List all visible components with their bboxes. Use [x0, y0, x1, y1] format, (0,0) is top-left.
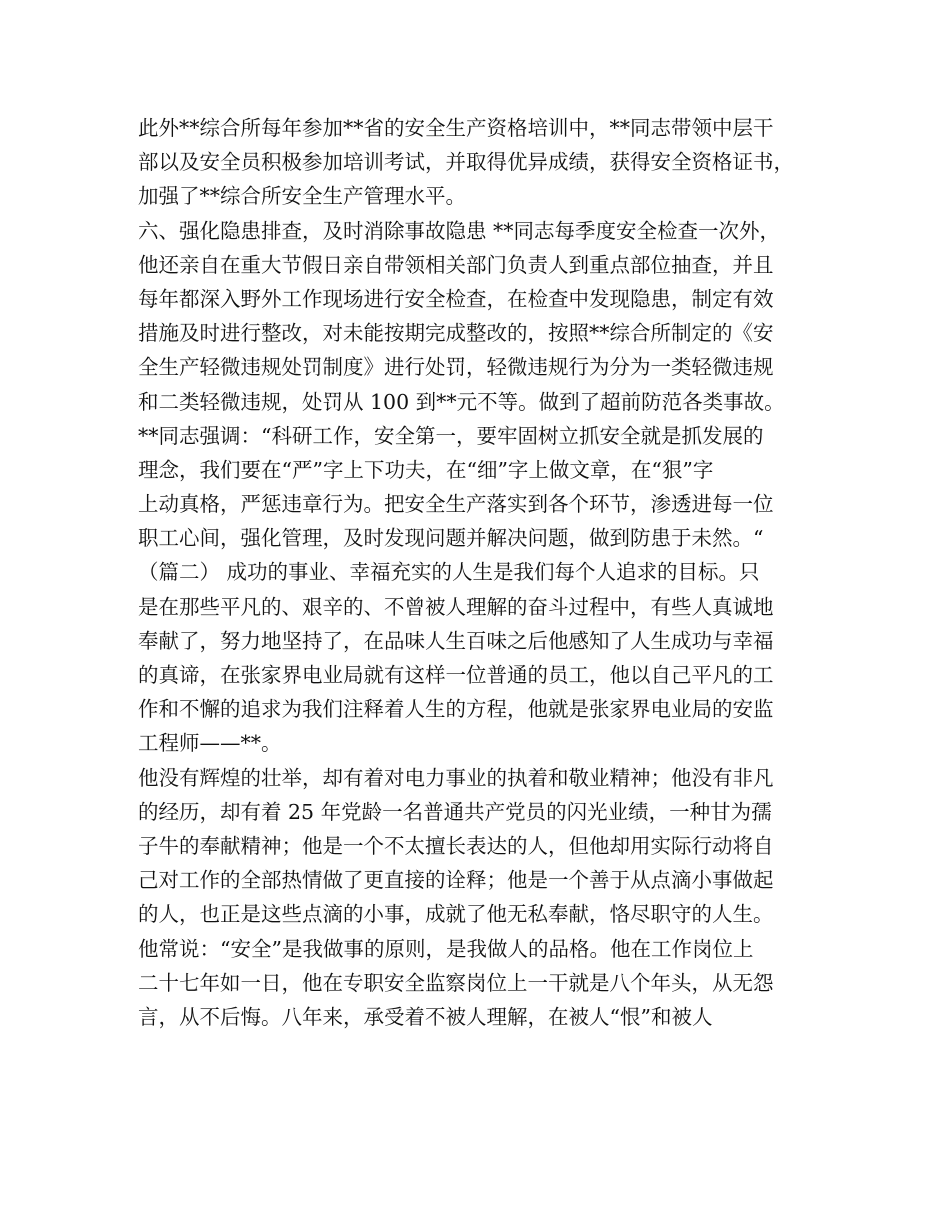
text-line: 的经历，却有着 25 年党龄一名普通共产党员的闪光业绩，一种甘为孺 — [138, 799, 772, 824]
text-line: 职工心间，强化管理，及时发现问题并解决问题，做到防患于未然。“ — [138, 526, 764, 551]
text-line: 上动真格，严惩违章行为。把安全生产落实到各个环节，渗透进每一位 — [138, 492, 774, 517]
text-line: **同志强调：“科研工作，安全第一，要牢固树立抓安全就是抓发展的 — [138, 423, 764, 448]
text-line: 工程师——**。 — [138, 731, 282, 756]
text-line: 的真谛，在张家界电业局就有这样一位普通的员工，他以自己平凡的工 — [138, 663, 774, 687]
text-line: 他常说：“安全”是我做事的原则，是我做人的品格。他在工作岗位上 — [138, 936, 754, 961]
text-line: 奉献了，努力地坚持了，在品味人生百味之后他感知了人生成功与幸福 — [138, 628, 774, 653]
text-line: 理念，我们要在“严”字上下功夫，在“细”字上做文章，在“狠”字 — [138, 457, 714, 482]
text-line: 每年都深入野外工作现场进行安全检查，在检查中发现隐患，制定有效 — [138, 286, 774, 311]
text-line: 和二类轻微违规，处罚从 100 到**元不等。做到了超前防范各类事故。 — [138, 389, 785, 414]
text-line: 此外**综合所每年参加**省的安全生产资格培训中，**同志带领中层干 — [138, 116, 774, 140]
text-line: 二十七年如一日，他在专职安全监察岗位上一干就是八个年头，从无怨 — [138, 970, 774, 995]
text-line: 部以及安全员积极参加培训考试，并取得优异成绩，获得安全资格证书， — [138, 150, 794, 175]
text-line: 言，从不后悔。八年来，承受着不被人理解，在被人“恨”和被人 — [138, 1004, 713, 1029]
text-line: 他还亲自在重大节假日亲自带领相关部门负责人到重点部位抽查，并且 — [138, 252, 774, 277]
text-line: 全生产轻微违规处罚制度》进行处罚，轻微违规行为分为一类轻微违规 — [138, 355, 774, 380]
text-line: 六、强化隐患排查，及时消除事故隐患 **同志每季度安全检查一次外， — [138, 218, 781, 243]
text-line: （篇二） 成功的事业、幸福充实的人生是我们每个人追求的目标。只 — [138, 560, 760, 585]
text-line: 加强了**综合所安全生产管理水平。 — [138, 184, 466, 209]
document-body-text — [138, 111, 828, 1034]
text-line: 是在那些平凡的、艰辛的、不曾被人理解的奋斗过程中，有些人真诚地 — [138, 594, 774, 619]
text-line: 子牛的奉献精神；他是一个不太擅长表达的人，但他却用实际行动将自 — [138, 833, 774, 858]
text-line: 措施及时进行整改，对未能按期完成整改的，按照**综合所制定的《安 — [138, 321, 774, 346]
text-line: 的人，也正是这些点滴的小事，成就了他无私奉献，恪尽职守的人生。 — [138, 902, 774, 927]
text-line: 他没有辉煌的壮举，却有着对电力事业的执着和敬业精神；他没有非凡 — [138, 765, 774, 790]
text-line: 作和不懈的追求为我们注释着人生的方程，他就是张家界电业局的安监 — [138, 697, 774, 722]
text-line: 己对工作的全部热情做了更直接的诠释；他是一个善于从点滴小事做起 — [138, 868, 774, 893]
